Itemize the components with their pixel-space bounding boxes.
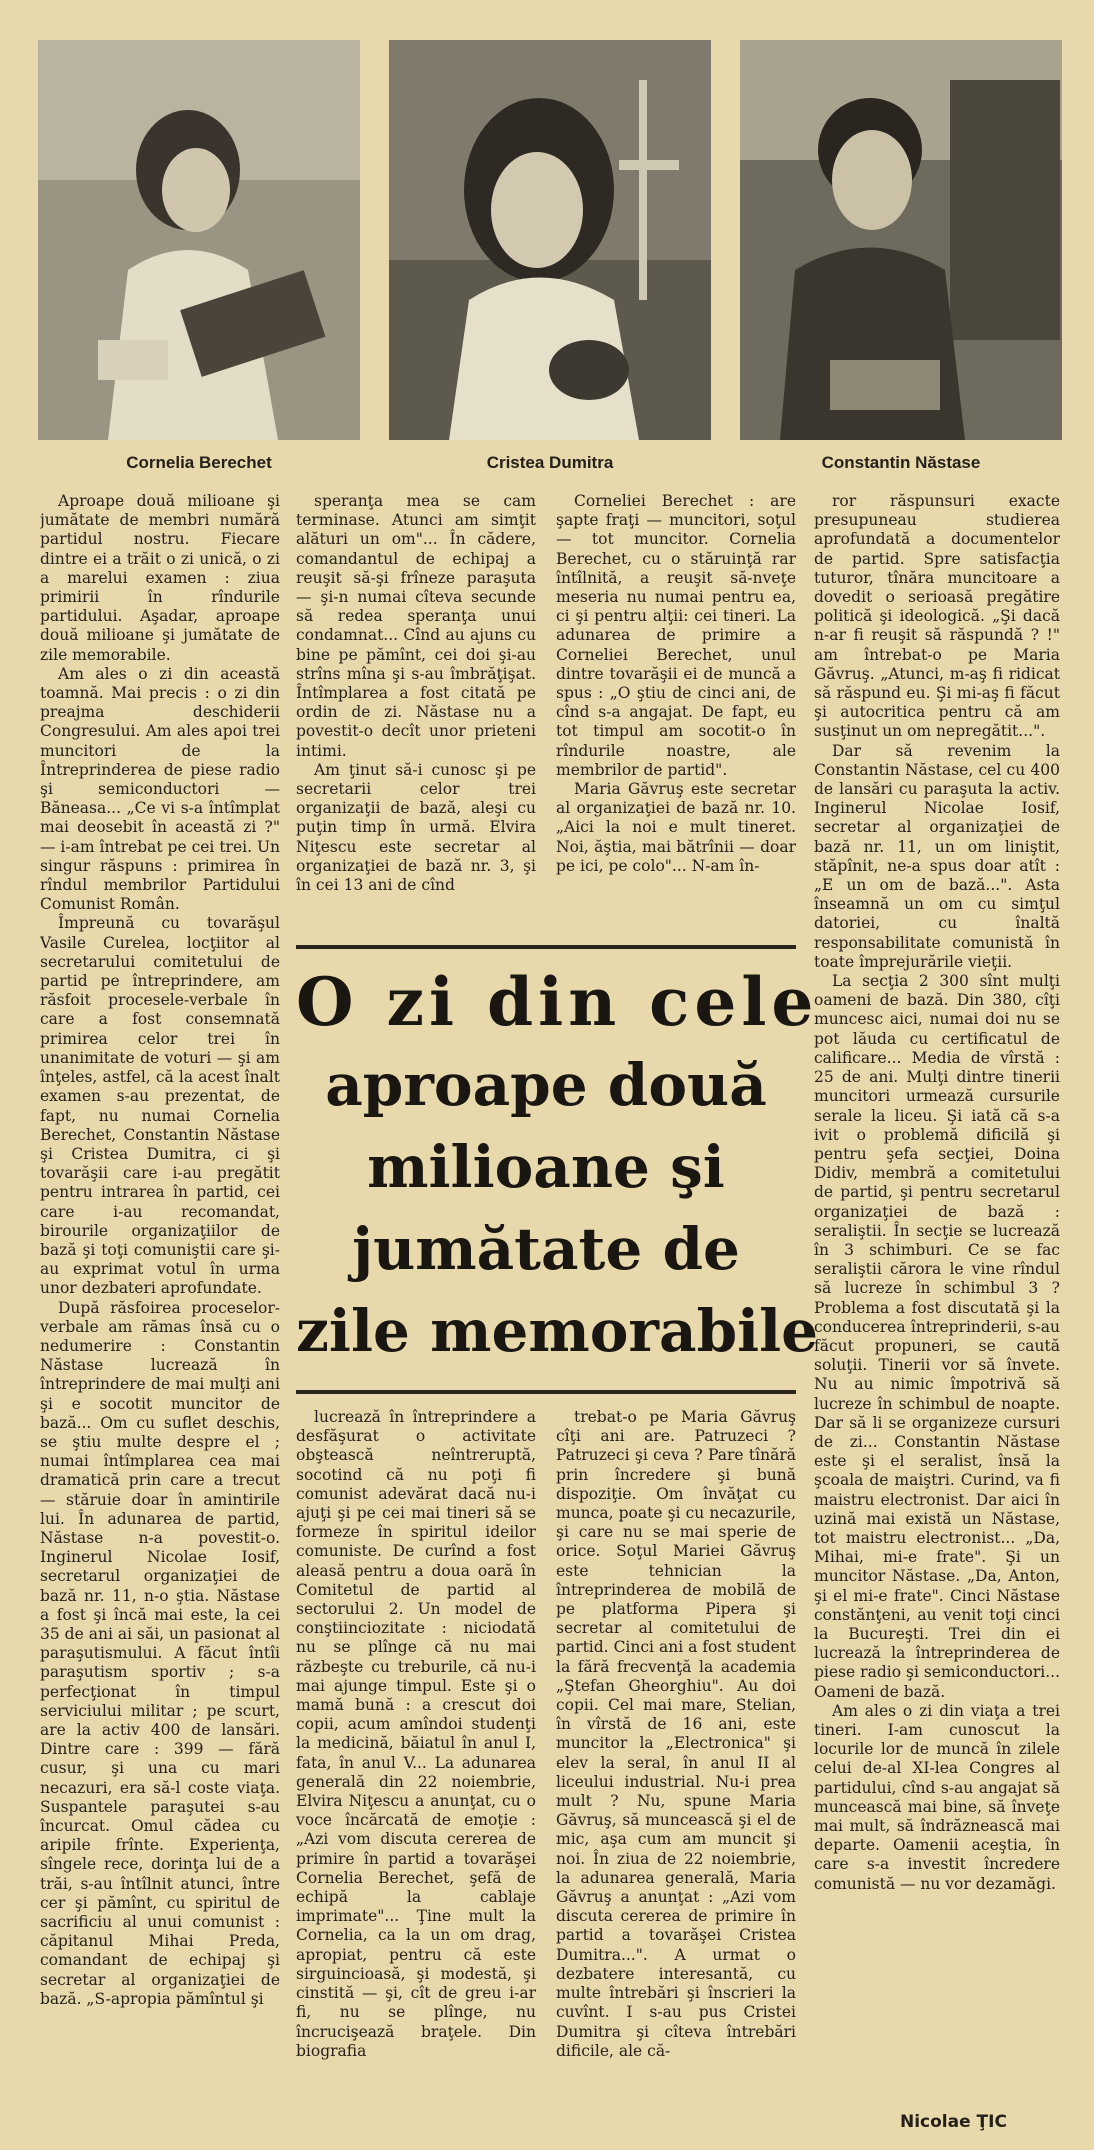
photo-cristea-dumitra (389, 40, 711, 440)
photo-constantin-nastase (740, 40, 1062, 440)
paragraph: Maria Găvruş este secretar al organizaţiei de bază nr. 10. „Aici la noi e mult tineret. Noi, ăştia, mai bătrînii — doar pe ici, pe colo"... N-am în- (556, 780, 796, 875)
paragraph: La secţia 2 300 sînt mulţi oameni de bază. Din 380, cîţi muncesc aici, numai doi nu se pot lăuda cu certificatul de calificare... Media de vîrstă : 25 de ani. Mulţi dintre tinerii muncitori urmează cursurile serale la liceu. Şi iată că s-a ivit o problemă dificilă şi pentru şefa secţiei, Doina Didiv, membră a comitetului de partid, şi pentru secretarul organizaţiei de bază : seraliştii. În secţie se lucrează în 3 schimburi. Ce se fac seraliştii cărora le vine rîndul să lucreze în schimbul 3 ? Problema a fost discutată şi la conducerea întreprinderii, s-au făcut propuneri, se caută soluţii. Tinerii vor să învete. Nu au nimic împotrivă să lucreze în schimbul de noapte. Dar să li se organizeze cursuri de zi... Constantin Năstase este şi el seralist, însă la şcoala de maiştri. Curind, va fi maistru electronist. Dar aici în uzină mai există un Năstase, tot maistru electronist... „Da, Mihai, mi-e frate". Şi un muncitor Năstase. „Da, Anton, şi el mi-e frate". Cinci Năstase constănţeni, au venit toţi cinci la Bucureşti. Trei din ei lucrează la întreprinderea de piese radio şi semiconductori... Oameni de bază. (814, 972, 1060, 1701)
photo-cornelia-berechet (38, 40, 360, 440)
article-column-3-bottom (556, 1408, 796, 2108)
paragraph: Am ales o zi din viaţa a trei tineri. I-am cunoscut la locurile lor de muncă în zilele celui de-al XI-lea Congres al partidului, cînd s-au angajat să muncească mai bine, să înveţe mai mult, să îndrăznească mai departe. Oamenii aceştia, în care s-a investit încredere comunistă — nu vor dezamăgi. (814, 1701, 1060, 1893)
headline-rule-top (296, 945, 796, 949)
paragraph: După răsfoirea proceselor-verbale am rămas însă cu o nedumerire : Constantin Năstase lucrează în întreprindere de mai mulţi ani şi e socotit muncitor de bază... Om cu suflet deschis, se ştiu multe despre el ; numai întîmplarea cea mai dramatică prin care a trecut — stăruie doar în amintirile lui. În adunarea de partid, Năstase n-a povestit-o. Inginerul Nicolae Iosif, secretarul organizaţiei de bază nr. 11, n-o ştia. Năstase a fost şi încă mai este, la cei 35 de ani ai săi, un pasionat al paraşutismului. A făcut întîi paraşutism sportiv ; s-a perfecţionat în timpul serviciului militar ; pe scurt, are la activ 400 de lansări. Dintre care : 399 — fără cusur, şi una cu mari necazuri, era să-l coste viaţa. Suspantele paraşutei s-au încurcat. Omul cădea cu aripile frînte. Experienţa, sîngele rece, dorinţa lui de a trăi, s-au întîlnit atunci, între cer şi pămînt, cu spiritul de sacrificiu al unui comunist : căpitanul Mihai Preda, comandant de echipaj şi secretar al organizaţiei de bază. „S-apropia pămîntul şi (40, 1298, 280, 2008)
headline-line-1: O zi din cele (296, 963, 819, 1041)
headline (296, 960, 819, 1372)
paragraph: Aproape două milioane şi jumătate de membri numără partidul nostru. Fiecare dintre ei a trăit o zi unică, o zi a marelui examen : ziua primirii în rîndurile partidului. Aşadar, aproape două milioane şi jumătate de zile memorabile. (40, 492, 280, 664)
paragraph: trebat-o pe Maria Găvruş cîţi ani are. Patruzeci ? Patruzeci şi ceva ? Pare tînără prin încredere şi bună dispoziţie. Om învăţat cu munca, poate şi cu necazurile, şi care nu se mai sperie de orice. Soţul Mariei Găvruş este tehnician la întreprinderea de mobilă de pe platforma Pipera şi secretar al comitetului de partid. Cinci ani a fost student la fără frecvenţă la academia „Ştefan Gheorghiu". Au doi copii. Cel mai mare, Stelian, în vîrstă de 16 ani, este muncitor la „Electronica" şi elev la seral, în anul II al liceului industrial. Nu-i prea mult ? Nu, spune Maria Găvruş, să muncească şi el de mic, aşa cum am muncit şi noi. În ziua de 22 noiembrie, la adunarea generală, Maria Găvruş a anunţat : „Azi vom discuta cererea de primire în partid a tovarăşei Cristea Dumitra...". A urmat o dezbatere interesantă, cu multe întrebări şi înscrieri la cuvînt. I s-au pus Cristei Dumitra şi cîteva întrebări dificile, ale că- (556, 1408, 796, 2060)
article-column-1 (40, 492, 280, 2112)
article-column-4 (814, 492, 1060, 2102)
paragraph: speranţa mea se cam terminase. Atunci am simţit alături un om"... În cădere, comandantul de echipaj a reuşit să-şi frîneze paraşuta — şi-n numai cîteva secunde să redea speranţa unui condamnat... Cînd au ajuns cu bine pe pămînt, cei doi şi-au strîns mîna şi s-au îmbrăţişat. Întîmplarea a fost citată pe ordin de zi. Năstase nu a povestit-o decît unor prieteni intimi. (296, 492, 536, 760)
headline-rule-bottom (296, 1390, 796, 1394)
paragraph: ror răspunsuri exacte presupuneau studierea aprofundată a documentelor de partid. Spre satisfacţia tuturor, tînăra muncitoare a dovedit o serioasă pregătire politică şi ideologică. „Şi dacă n-ar fi reuşit să răspundă ? !" am întrebat-o pe Maria Găvruş. „Atunci, m-aş fi ridicat să răspund eu. Şi mi-aş fi făcut şi autocritica pentru că am susţinut un om nepregătit...". (814, 492, 1060, 741)
headline-line-3: milioane şi (367, 1133, 725, 1201)
author-signature: Nicolae ŢIC (900, 2112, 1007, 2132)
paragraph: lucrează în întreprindere a desfăşurat o activitate obştească neîntreruptă, socotind că nu poţi fi comunist adevărat dacă nu-i ajuţi şi pe cei mai tineri să se formeze în spiritul ideilor comuniste. De curînd a fost aleasă pentru a doua oară în Comitetul de partid al sectorului 2. Un model de conştiinciozitate : niciodată nu se plînge că nu mai răzbeşte cu treburile, că nu-i mai ajunge timpul. Este şi o mamă bună : a crescut doi copii, acum amîndoi studenţi la medicină, băiatul în anul I, fata, în anul V... La adunarea generală din 22 noiembrie, Elvira Niţescu a anunţat, cu o voce încărcată de emoţie : „Azi vom discuta cererea de primire în partid a tovarăşei Cornelia Berechet, şefă de echipă la cablaje imprimate"... Ţine mult la Cornelia, ca la un om drag, apropiat, pentru că este sirguincioasă, şi modestă, şi cinstită — şi, cît de greu i-ar fi, nu se plînge, nu încrucişează braţele. Din biografia (296, 1408, 536, 2060)
headline-line-4: jumătate de (352, 1215, 740, 1283)
article-column-2-bottom (296, 1408, 536, 2108)
article-column-2-top (296, 492, 536, 912)
headline-line-5: zile memorabile (296, 1297, 819, 1365)
article-column-3-top (556, 492, 796, 912)
photo-caption-1: Cornelia Berechet (126, 453, 272, 472)
paragraph: Corneliei Berechet : are şapte fraţi — muncitori, soţul — tot muncitor. Cornelia Berechet, cu o stăruinţă rar întîlnită, a reuşit să-nveţe meseria nu numai pentru ea, ci şi pentru alţii: cei tineri. La adunarea de primire a Corneliei Berechet, unul dintre tovarăşii ei de muncă a spus : „O ştiu de cinci ani, de cînd s-a angajat. De fapt, eu tot timpul am socotit-o în rîndurile noastre, ale membrilor de partid". (556, 492, 796, 779)
photo-caption-3: Constantin Năstase (821, 453, 981, 472)
paragraph: Împreună cu tovarăşul Vasile Curelea, locţiitor al secretarului comitetului de partid pe întreprindere, am răsfoit procesele-verbale în care a fost consemnată primirea celor trei în unanimitate de voturi — şi am înţeles, astfel, că la acest înalt examen s-au prezentat, de fapt, nu numai Cornelia Berechet, Constantin Năstase şi Cristea Dumitra, ci şi tovarăşii care i-au pregătit pentru intrarea în partid, cei care i-au recomandat, birourile organizaţiilor de bază şi toţi comuniştii care şi-au exprimat votul în urma unor dezbateri aprofundate. (40, 914, 280, 1298)
headline-line-2: aproape două (325, 1051, 767, 1119)
photo-caption-2: Cristea Dumitra (486, 453, 614, 472)
paragraph: Am ales o zi din această toamnă. Mai precis : o zi din preajma deschiderii Congresului. Am ales apoi trei muncitori de la Întreprinderea de piese radio şi semiconductori — Băneasa... „Ce vi s-a întîmplat mai deosebit în această zi ?" — i-am întrebat pe cei trei. Un singur răspuns : primirea în rîndul membrilor Partidului Comunist Român. (40, 664, 280, 914)
paragraph: Am ţinut să-i cunosc şi pe secretarii celor trei organizaţii de bază, aleşi cu puţin timp în urmă. Elvira Niţescu este secretar al organizaţiei de bază nr. 3, şi în cei 13 ani de cînd (296, 760, 536, 895)
paragraph: Dar să revenim la Constantin Năstase, cel cu 400 de lansări cu paraşuta la activ. Inginerul Nicolae Iosif, secretar al organizaţiei de bază nr. 11, un om liniştit, stăpînit, ne-a spus doar atît : „E un om de bază...". Asta înseamnă un om cu simţul datoriei, cu înaltă responsabilitate comunistă în toate împrejurările vieţii. (814, 741, 1060, 971)
